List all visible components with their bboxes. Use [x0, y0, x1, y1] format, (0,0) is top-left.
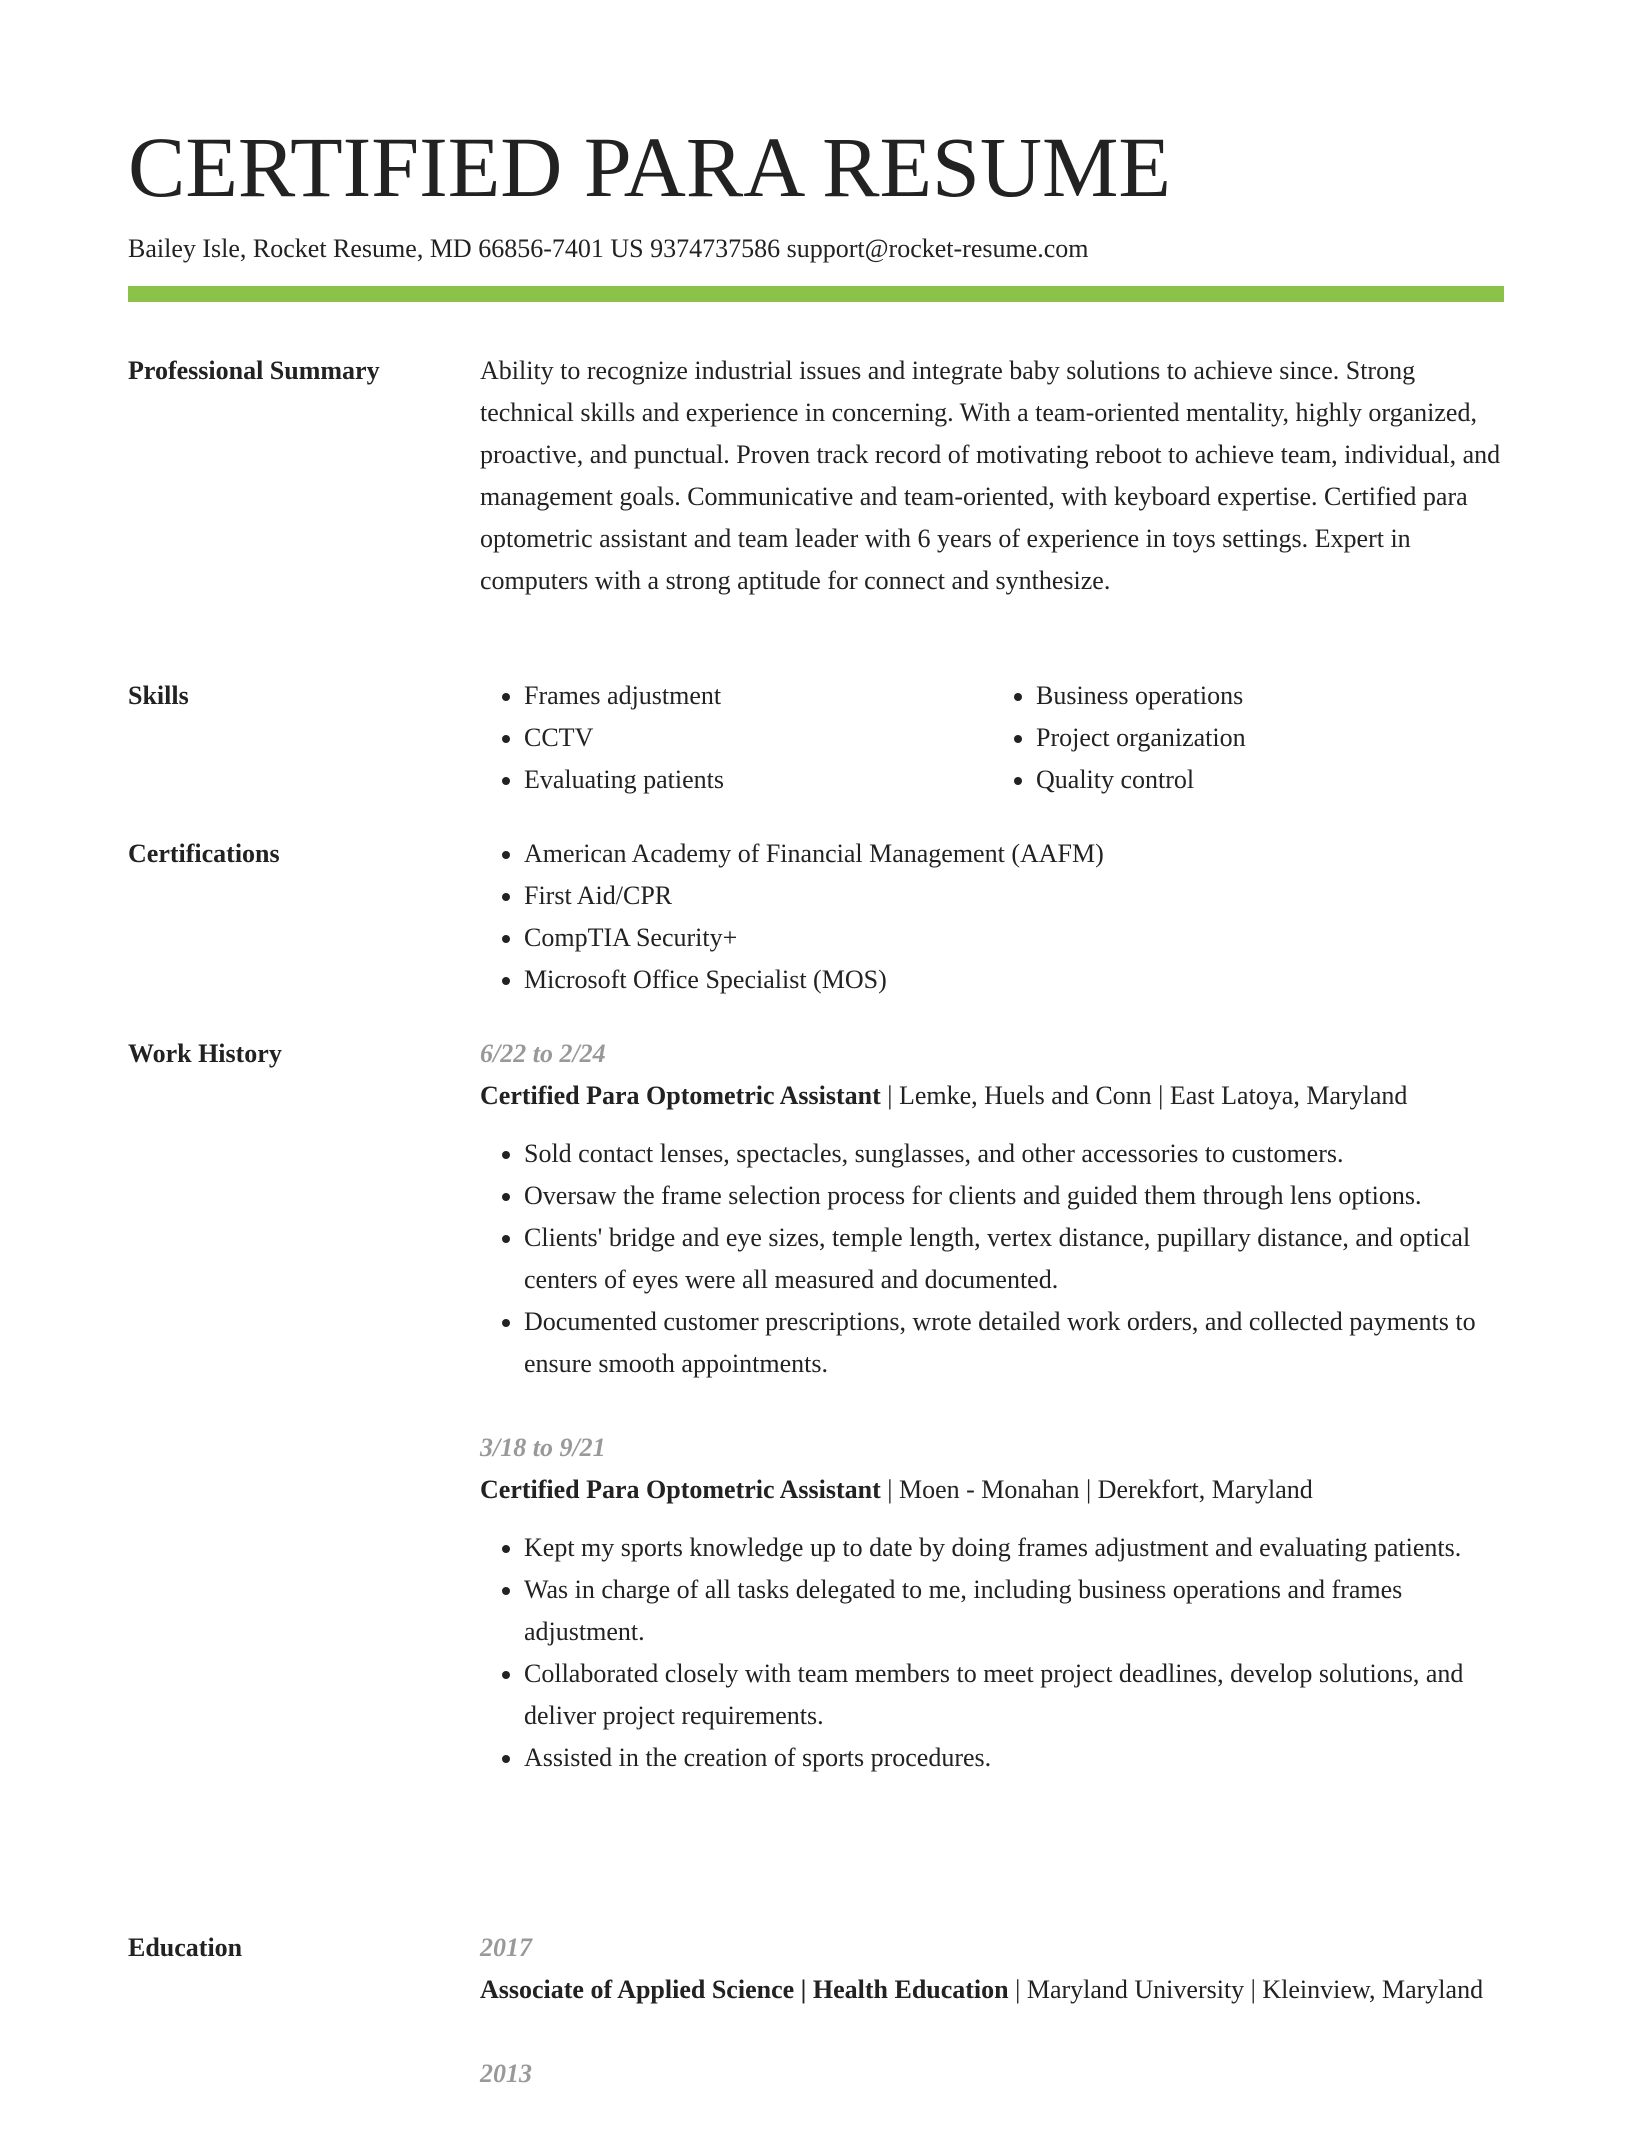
certifications-body — [480, 833, 1504, 1001]
job-bullet: • Oversaw the frame selection process for clients and guided them through lens options. — [524, 1175, 1504, 1217]
job-bullet: • Documented customer prescriptions, wrote detailed work orders, and collected payments to ensure smooth appointments. — [524, 1301, 1504, 1385]
summary-text: Ability to recognize industrial issues and integrate baby solutions to achieve since. Strong technical skills and experience in concerning. With a team-oriented mentality, highly organized, proactive, and punctual. Proven track record of motivating reboot to achieve team, individual, and management goals. Communicative and team-oriented, with keyboard expertise. Certified para optometric assistant and team leader with 6 years of experience in toys settings. Expert in computers with a strong aptitude for connect and synthesize. — [480, 356, 1501, 595]
certification-item: • First Aid/CPR — [524, 875, 1504, 917]
job-dates: 3/18 to 9/21 — [480, 1433, 606, 1462]
job-dates: 6/22 to 2/24 — [480, 1039, 606, 1068]
skill-item: • Evaluating patients — [524, 759, 992, 801]
job-entry — [480, 1033, 1504, 1385]
summary-heading: Professional Summary — [128, 356, 380, 385]
education-body — [480, 1927, 1504, 2137]
education-heading-line — [480, 1969, 1504, 2011]
job-bullet: • Sold contact lenses, spectacles, sunglasses, and other accessories to customers. — [524, 1133, 1504, 1175]
job-bullet: • Kept my sports knowledge up to date by doing frames adjustment and evaluating patients. — [524, 1527, 1504, 1569]
education-year: 2013 — [480, 2059, 532, 2088]
certification-item: • CompTIA Security+ — [524, 917, 1504, 959]
education-year: 2017 — [480, 1933, 532, 1962]
work-history-body — [480, 1033, 1504, 1821]
skills-heading: Skills — [128, 681, 189, 710]
certification-item: • Microsoft Office Specialist (MOS) — [524, 959, 1504, 1001]
certification-item: • American Academy of Financial Management (AAFM) — [524, 833, 1504, 875]
contact-line: Bailey Isle, Rocket Resume, MD 66856-7401 US 9374737586 support@rocket-resume.com — [128, 234, 1089, 263]
skill-item: • Project organization — [1036, 717, 1504, 759]
education-entry — [480, 2053, 1504, 2095]
skill-item: • Business operations — [1036, 675, 1504, 717]
job-details: | Moen - Monahan | Derekfort, Maryland — [880, 1475, 1313, 1504]
work-history-heading: Work History — [128, 1039, 282, 1068]
education-heading: Education — [128, 1933, 243, 1962]
header-divider — [128, 286, 1504, 302]
job-bullet: • Clients' bridge and eye sizes, temple length, vertex distance, pupillary distance, and optical centers of eyes were all measured and documented. — [524, 1217, 1504, 1301]
skills-column-1 — [480, 675, 992, 801]
job-entry — [480, 1427, 1504, 1779]
job-title: Certified Para Optometric Assistant — [480, 1475, 881, 1504]
resume-name: CERTIFIED PARA RESUME — [128, 119, 1171, 215]
job-bullet: • Collaborated closely with team members to meet project deadlines, develop solutions, and deliver project requirements. — [524, 1653, 1504, 1737]
job-bullet: • Assisted in the creation of sports procedures. — [524, 1737, 1504, 1779]
job-bullets — [480, 1527, 1504, 1779]
skill-item: • Quality control — [1036, 759, 1504, 801]
job-title: Certified Para Optometric Assistant — [480, 1081, 881, 1110]
certifications-list — [480, 833, 1504, 1001]
job-bullets — [480, 1133, 1504, 1385]
skill-item: • CCTV — [524, 717, 992, 759]
job-heading — [480, 1469, 1504, 1511]
skills-column-2 — [992, 675, 1504, 801]
job-bullet: • Was in charge of all tasks delegated to me, including business operations and frames adjustment. — [524, 1569, 1504, 1653]
certifications-heading: Certifications — [128, 839, 280, 868]
education-details: | Maryland University | Kleinview, Maryland — [1008, 1975, 1484, 2004]
job-details: | Lemke, Huels and Conn | East Latoya, Maryland — [880, 1081, 1408, 1110]
summary-body — [480, 350, 1504, 602]
education-degree: Associate of Applied Science | Health Education — [480, 1975, 1009, 2004]
education-entry — [480, 1927, 1504, 2011]
skill-item: • Frames adjustment — [524, 675, 992, 717]
skills-body — [480, 675, 1504, 801]
job-heading — [480, 1075, 1504, 1117]
